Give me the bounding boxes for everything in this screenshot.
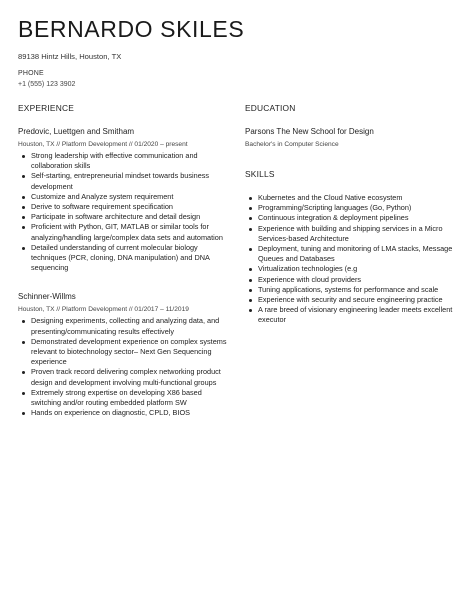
- experience-section: [18, 103, 228, 418]
- job-bullet: Self-starting, entrepreneurial mindset towards business development: [18, 171, 228, 191]
- skill-item: Experience with cloud providers: [245, 275, 457, 285]
- skill-item: A rare breed of visionary engineering leader meets excellent executor: [245, 305, 457, 325]
- phone-label: PHONE: [18, 70, 44, 77]
- skill-item: Experience with security and secure engineering practice: [245, 295, 457, 305]
- candidate-name: BERNARDO SKILES: [18, 16, 245, 42]
- skill-item: Kubernetes and the Cloud Native ecosystem: [245, 193, 457, 203]
- experience-heading: EXPERIENCE: [18, 103, 74, 113]
- skills-heading: SKILLS: [245, 169, 275, 179]
- job-meta: Houston, TX // Platform Development // 01/2017 – 11/2019: [18, 306, 189, 314]
- job-entry: [18, 292, 228, 418]
- skill-item: Deployment, tuning and monitoring of LMA stacks, Message Queues and Databases: [245, 244, 457, 264]
- job-bullet: Designing experiments, collecting and analyzing data, and presenting/communicating results effectively: [18, 316, 228, 336]
- job-bullets: [18, 151, 228, 273]
- job-meta: Houston, TX // Platform Development // 01/2020 – present: [18, 141, 188, 148]
- education-school: Parsons The New School for Design: [245, 127, 374, 136]
- job-bullet: Proficient with Python, GIT, MATLAB or similar tools for analyzing/handling large/complex data sets and automation: [18, 222, 228, 242]
- job-bullet: Customize and Analyze system requirement: [18, 192, 228, 202]
- skill-item: Tuning applications, systems for performance and scale: [245, 285, 457, 295]
- skill-item: Virtualization technologies (e.g: [245, 264, 457, 274]
- job-bullet: Hands on experience on diagnostic, CPLD, BIOS: [18, 408, 228, 418]
- job-bullet: Participate in software architecture and detail design: [18, 212, 228, 222]
- skill-item: Experience with building and shipping services in a Micro Services-based Architecture: [245, 224, 457, 244]
- phone-number: +1 (555) 123 3902: [18, 81, 76, 88]
- education-section: [245, 103, 457, 149]
- job-bullet: Derive to software requirement specification: [18, 202, 228, 212]
- job-bullets: [18, 316, 228, 418]
- job-company: Schinner-Willms: [18, 292, 76, 302]
- job-bullet: Strong leadership with effective communication and collaboration skills: [18, 151, 228, 171]
- skill-item: Continuous integration & deployment pipelines: [245, 213, 457, 223]
- job-bullet: Detailed understanding of current molecular biology techniques (PCR, cloning, DNA manipulation) and DNA sequencing: [18, 243, 228, 274]
- skills-section: [245, 169, 457, 326]
- skills-list: [245, 193, 457, 326]
- address: 89138 Hintz Hills, Houston, TX: [18, 52, 122, 61]
- job-bullet: Extremely strong expertise on developing X86 based switching and/or routing embedded platform SW: [18, 388, 228, 408]
- right-column: [245, 103, 457, 326]
- job-company: Predovic, Luettgen and Smitham: [18, 127, 135, 136]
- education-heading: EDUCATION: [245, 103, 296, 113]
- job-bullet: Demonstrated development experience on complex systems relevant to biotechnology sector– Next Gen Sequencing experience: [18, 337, 228, 368]
- job-bullet: Proven track record delivering complex networking product design and development involving multi-functional groups: [18, 367, 228, 387]
- skill-item: Programming/Scripting languages (Go, Python): [245, 203, 457, 213]
- job-entry: [18, 127, 228, 273]
- education-degree: Bachelor's in Computer Science: [245, 141, 339, 148]
